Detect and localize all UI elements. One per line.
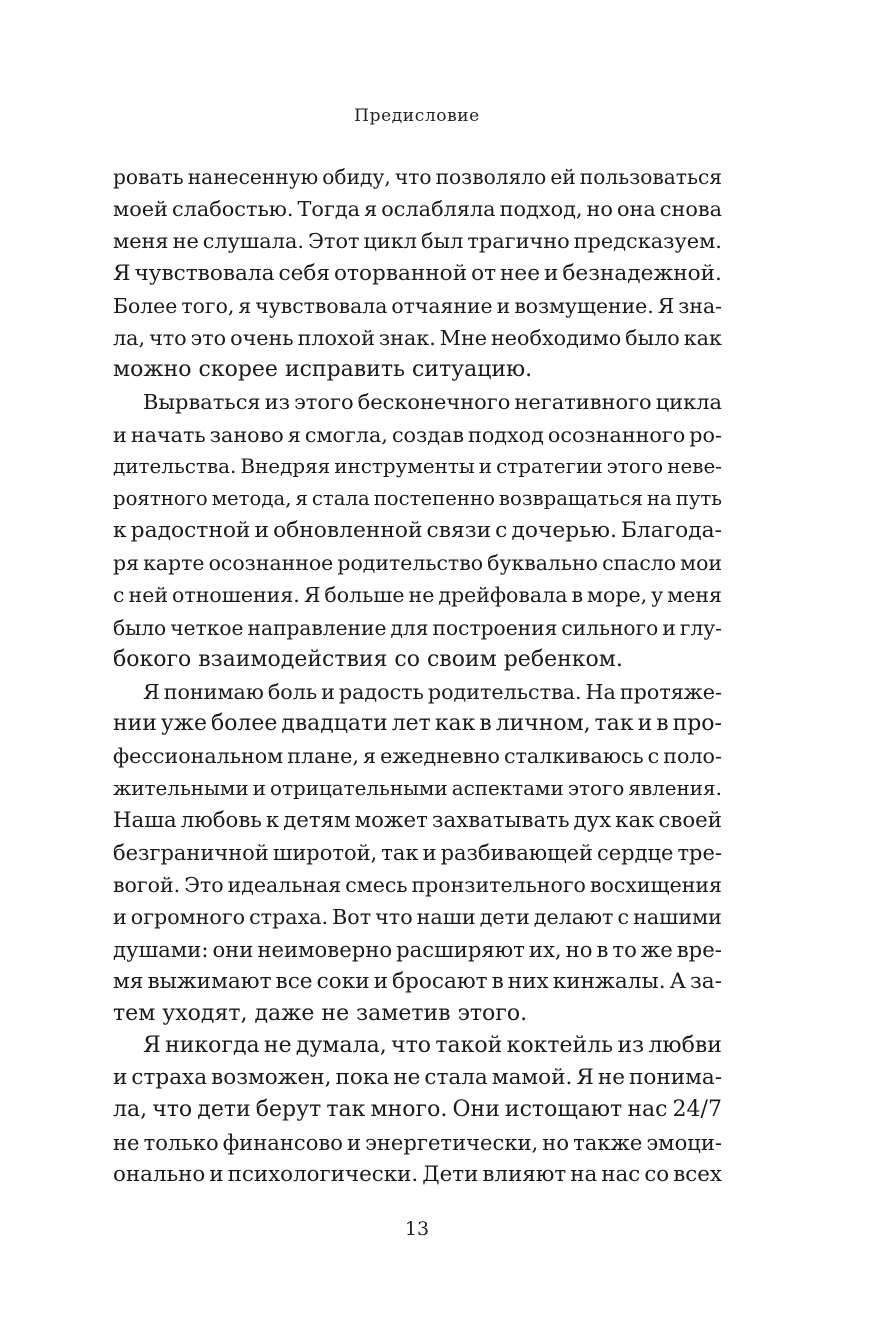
text-line: меня не слушала. Этот цикл был трагично предсказуем. [113,229,722,254]
text-line: вогой. Это идеальная смесь пронзительного восхищения [113,873,722,898]
text-line: бокого взаимодействия со своим ребенком. [113,646,623,672]
text-line: душами: они неимоверно расширяют их, но в то же вре- [113,936,722,962]
text-line: Наша любовь к детям может захватывать дух как своей [113,807,722,833]
text-line: дительства. Внедряя инструменты и стратегии этого неве- [113,454,722,478]
text-line: Более того, я чувствовала отчаяние и возмущение. Я зна- [113,293,722,318]
text-line: жительными и отрицательными аспектами этого явления. [113,776,722,800]
running-title: Предисловие [354,106,480,126]
text-line: и страха возможен, пока не стала мамой. Я не понима- [113,1065,722,1091]
text-line: ря карте осознанное родительство буквально спасло мои [113,551,722,576]
body-text [113,161,722,1191]
text-line: роятного метода, я стала постепенно возвращаться на путь [113,486,722,510]
text-line: онально и психологически. Дети влияют на нас со всех [113,1161,722,1187]
text-line: и огромного страха. Вот что наши дети делают с нашими [113,905,722,930]
text-line: тем уходят, даже не заметив этого. [113,1000,528,1026]
text-line: не только финансово и энергетически, но также эмоци- [113,1129,722,1155]
text-line: и начать заново я смогла, создав подход осознанного ро- [113,422,722,447]
text-line: Я чувствовала себя оторванной от нее и безнадежной. [113,260,722,286]
text-line: Я понимаю боль и радость родительства. На протяже- [143,680,722,704]
text-line: Вырваться из этого бесконечного негативного цикла [143,390,722,415]
text-line: безграничной широтой, так и разбивающей сердце тре- [113,840,722,865]
text-line: с ней отношения. Я больше не дрейфовала в море, у меня [113,583,722,608]
text-line: ровать нанесенную обиду, что позволяло ей пользоваться [113,165,722,189]
text-line: Я никогда не думала, что такой коктейль из любви [143,1033,722,1059]
text-line: мя выжимают все соки и бросают в них кинжалы. А за- [113,968,722,994]
text-line: ла, что это очень плохой знак. Мне необходимо было как [113,325,722,350]
text-line: было четкое направление для построения сильного и глу- [113,615,722,640]
text-line: к радостной и обновленной связи с дочерью. Благода- [113,518,722,544]
text-line: моей слабостью. Тогда я ослабляла подход, но она снова [113,197,722,222]
text-line: ла, что дети берут так много. Они истощают нас 24/7 [113,1097,722,1123]
text-line: можно скорее исправить ситуацию. [113,357,533,383]
text-line: нии уже более двадцати лет как в личном, так и в про- [113,711,722,737]
page-number: 13 [404,1218,430,1240]
text-line: фессиональном плане, я ежедневно сталкиваюсь с поло- [113,744,722,769]
